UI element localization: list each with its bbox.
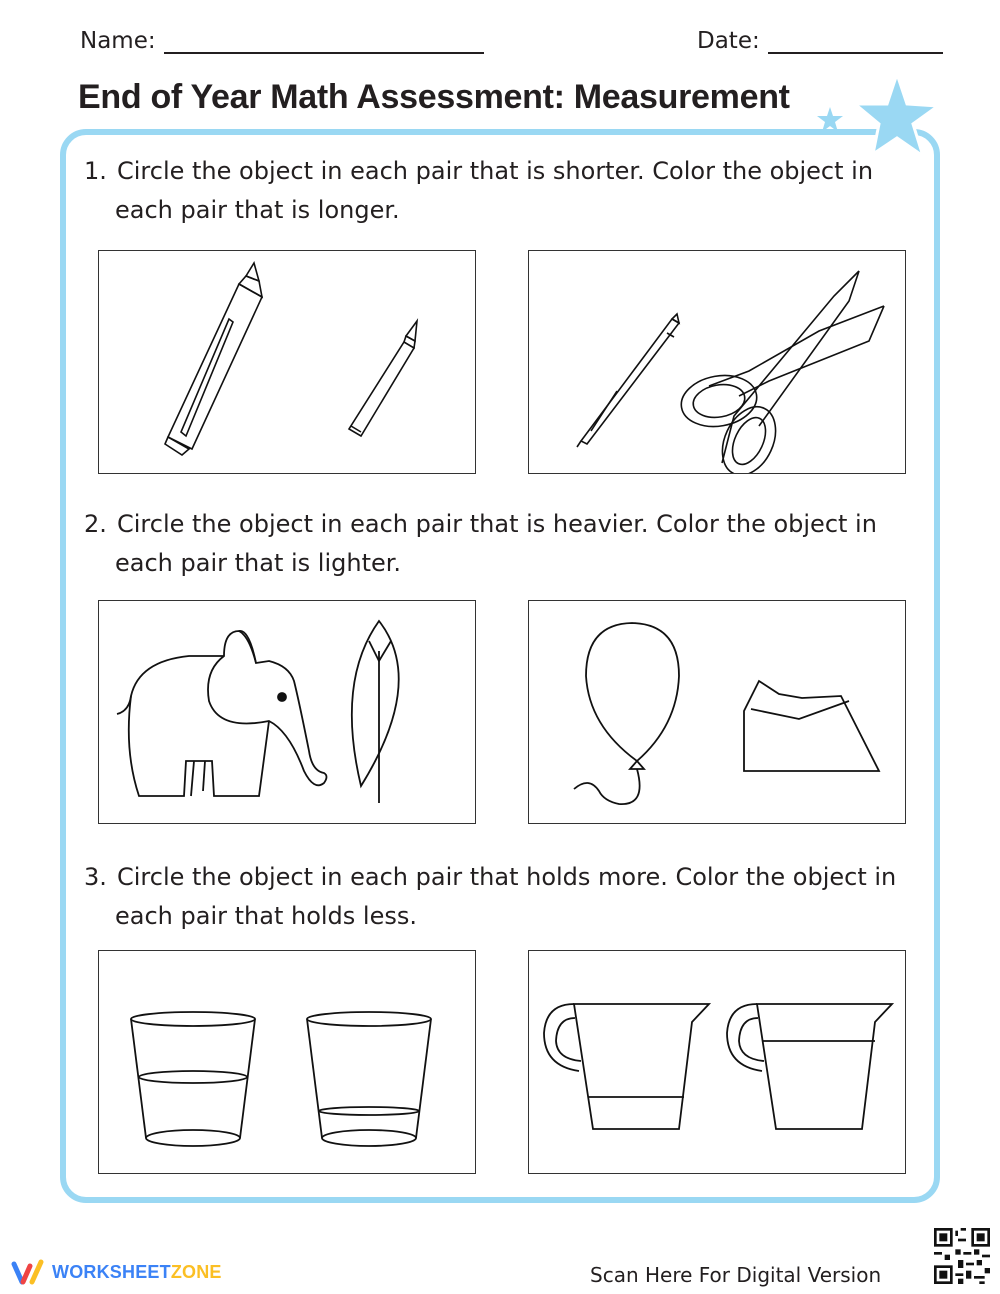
- date-field[interactable]: [697, 26, 943, 54]
- question-text-line1: Circle the object in each pair that is shorter. Color the object in: [117, 157, 874, 185]
- pair-box-glasses[interactable]: [98, 950, 476, 1174]
- date-label: Date:: [697, 28, 760, 54]
- question-text-line2: each pair that holds less.: [115, 902, 417, 930]
- crayon-icon[interactable]: [349, 321, 417, 436]
- pair-box-pitchers[interactable]: [528, 950, 906, 1174]
- date-line[interactable]: [768, 26, 943, 54]
- worksheet-zone-logo[interactable]: [10, 1258, 222, 1286]
- name-label: Name:: [80, 28, 156, 54]
- glass-low-icon[interactable]: [307, 1012, 431, 1146]
- feather-icon[interactable]: [352, 621, 399, 803]
- question-text-line2: each pair that is longer.: [115, 196, 400, 224]
- name-line[interactable]: [164, 26, 484, 54]
- page-title: End of Year Math Assessment: Measurement: [78, 78, 790, 116]
- marker-icon[interactable]: [165, 263, 262, 455]
- pitcher-low-icon[interactable]: [544, 1004, 709, 1129]
- pair-box-pen-scissors[interactable]: [528, 250, 906, 474]
- logo-mark-icon: [10, 1258, 46, 1286]
- question-number: 1.: [84, 157, 107, 185]
- question-3: [84, 858, 896, 936]
- question-text-line1: Circle the object in each pair that holds more. Color the object in: [117, 863, 897, 891]
- scan-instruction: Scan Here For Digital Version: [590, 1263, 882, 1287]
- question-number: 3.: [84, 863, 107, 891]
- name-field[interactable]: [80, 26, 484, 54]
- balloon-icon[interactable]: [574, 623, 679, 804]
- brand-name-part1: WORKSHEET: [52, 1261, 171, 1282]
- question-text-line1: Circle the object in each pair that is heavier. Color the object in: [117, 510, 877, 538]
- pair-box-marker-crayon[interactable]: [98, 250, 476, 474]
- question-number: 2.: [84, 510, 107, 538]
- pen-icon[interactable]: [577, 314, 679, 447]
- small-star-icon: [815, 105, 845, 135]
- pair-box-elephant-feather[interactable]: [98, 600, 476, 824]
- scissors-icon[interactable]: [677, 271, 884, 473]
- pitcher-high-icon[interactable]: [727, 1004, 892, 1129]
- question-2: [84, 505, 877, 583]
- glass-half-full-icon[interactable]: [131, 1012, 255, 1146]
- student-info-row: [80, 26, 940, 58]
- pair-box-balloon-rock[interactable]: [528, 600, 906, 824]
- rock-icon[interactable]: [744, 681, 879, 771]
- star-icon: [845, 72, 940, 162]
- question-1: [84, 152, 873, 230]
- qr-code-icon[interactable]: [934, 1228, 990, 1284]
- brand-name-part2: ZONE: [170, 1261, 222, 1282]
- elephant-icon[interactable]: [117, 631, 327, 796]
- question-text-line2: each pair that is lighter.: [115, 549, 402, 577]
